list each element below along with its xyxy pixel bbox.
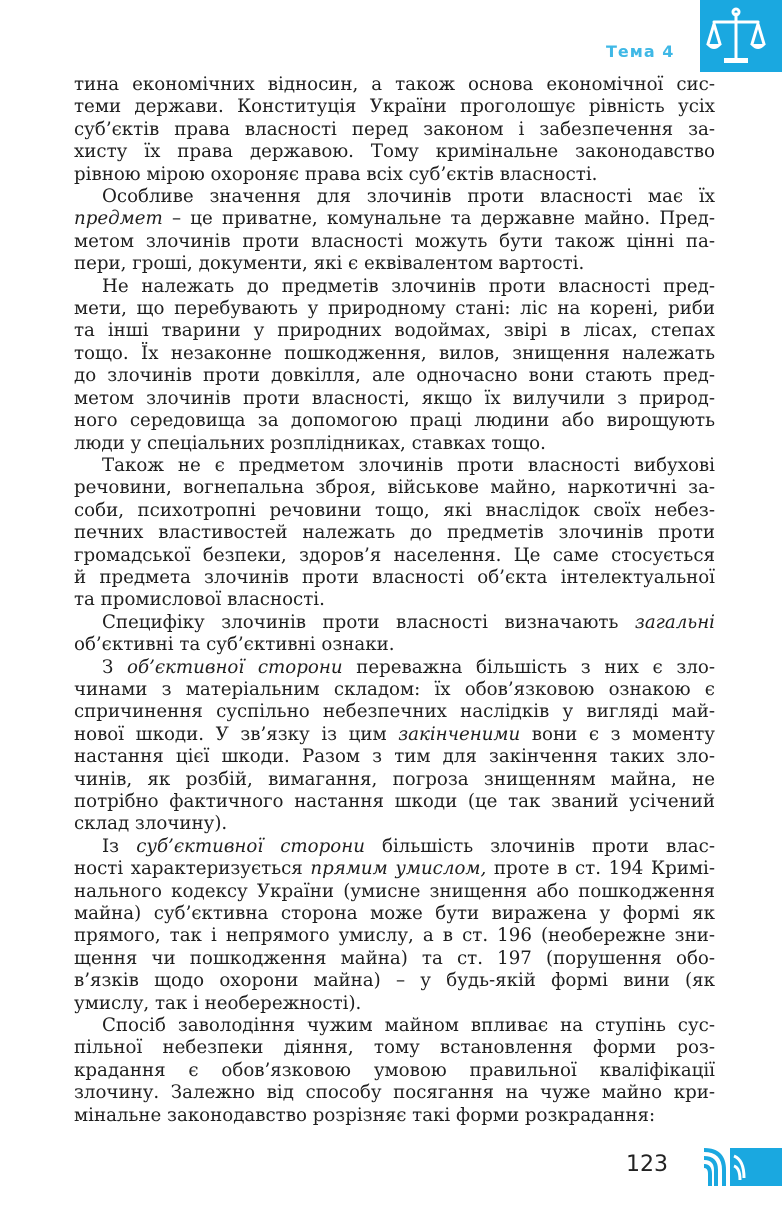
text-line: рівною мірою охороняє права всіх суб’єктів власності. [74, 163, 598, 185]
topic-tab [700, 0, 782, 72]
text-line: соби, психотропні речовини тощо, які внаслідок своїх небез- [74, 499, 715, 521]
topic-label: Тема 4 [606, 42, 675, 61]
text-line: в’язків щодо охорони майна) – у будь-якій формі вини (як [74, 970, 715, 992]
text-line: З об’єктивної сторони переважна більшість з них є зло- [102, 656, 715, 678]
text-line: ного середовища за допомогою праці людини або вирощують [74, 410, 715, 432]
body-text [74, 74, 715, 1127]
text-line: об’єктивні та суб’єктивні ознаки. [74, 634, 395, 656]
text-line: Специфіку злочинів проти власності визначають загальні [102, 611, 715, 633]
text-line: нального кодексу України (умисне знищення або пошкодження [74, 880, 715, 902]
text-line: потрібно фактичного настання шкоди (це так званий усічений [74, 791, 715, 812]
text-line: предмет – це приватне, комунальне та державне майно. Пред- [74, 208, 715, 230]
text-line: ності характеризується прямим умислом, проте в ст. 194 Кримі- [74, 858, 715, 880]
text-line: пільної небезпеки діяння, тому встановлення форми роз- [74, 1037, 715, 1059]
text-line: Із суб’єктивної сторони більшість злочинів проти влас- [102, 835, 715, 857]
text-line: печних властивостей належать до предметів злочинів проти [74, 522, 715, 544]
text-line: Також не є предметом злочинів проти власності вибухові [102, 454, 715, 476]
text-line: чинами з матеріальним складом: їх обов’язковою ознакою є [74, 678, 715, 700]
text-line: та інші тварини у природних водоймах, звірі в лісах, степах [74, 320, 715, 342]
text-line: пери, гроші, документи, які є еквівалентом вартості. [74, 253, 585, 275]
text-line: мети, що перебувають у природному стані: ліс на корені, риби [74, 298, 715, 320]
text-line: до злочинів проти довкілля, але одночасно вони стають пред- [74, 365, 715, 387]
text-line: чинів, як розбій, вимагання, погроза знищенням майна, не [74, 768, 715, 790]
text-line: громадської безпеки, здоров’я населення. Це саме стосується [74, 544, 715, 566]
text-line: хисту їх права державою. Тому кримінальне законодавство [74, 141, 715, 163]
text-line: тощо. Їх незаконне пошкодження, вилов, знищення належать [74, 342, 715, 364]
text-line: люди у спеціальних розплідниках, ставках тощо. [74, 432, 546, 454]
text-line: метом злочинів проти власності можуть бути також цінні па- [74, 230, 715, 252]
text-line: Не належать до предметів злочинів проти власності пред- [102, 275, 715, 297]
text-line: щення чи пошкодження майна) та ст. 197 (порушення обо- [74, 947, 715, 969]
text-line: крадання є обов’язковою умовою правильної кваліфікації [74, 1059, 715, 1081]
text-line: суб’єктів права власності перед законом і забезпечення за- [74, 118, 715, 140]
text-line: тина економічних відносин, а також основа економічної сис- [74, 74, 715, 95]
scales-of-justice-icon [700, 0, 782, 72]
text-line: злочину. Залежно від способу посягання на чуже майно кри- [74, 1082, 715, 1104]
text-line: настання цієї шкоди. Разом з тим для закінчення таких зло- [74, 746, 715, 768]
text-line: майна) суб’єктивна сторона може бути виражена у формі як [74, 903, 715, 925]
text-line: мінальне законодавство розрізняє такі форми розкрадання: [74, 1104, 656, 1126]
text-line: та промислової власності. [74, 589, 325, 611]
page-number: 123 [626, 1152, 668, 1177]
text-line: метом злочинів проти власності, якщо їх вилучили з природ- [74, 387, 715, 409]
text-line: спричинення суспільно небезпечних наслідків у вигляді май- [74, 701, 715, 723]
text-line: нової шкоди. У зв’язку із цим закінченими вони є з моменту [74, 723, 716, 745]
text-line: речовини, вогнепальна зброя, військове майно, наркотичні за- [74, 477, 715, 499]
text-line: й предмета злочинів проти власності об’єкта інтелектуальної [74, 566, 715, 588]
text-line: Спосіб заволодіння чужим майном впливає на ступінь сус- [102, 1015, 715, 1037]
text-line: Особливе значення для злочинів проти власності має їх [102, 186, 715, 208]
text-line: склад злочину). [74, 813, 228, 835]
page-corner-stripes-icon [700, 1148, 782, 1186]
text-line: прямого, так і непрямого умислу, а в ст. 196 (необережне зни- [74, 925, 715, 947]
text-line: теми держави. Конституція України проголошує рівність усіх [74, 96, 715, 118]
text-line: умислу, так і необережності). [74, 992, 362, 1014]
